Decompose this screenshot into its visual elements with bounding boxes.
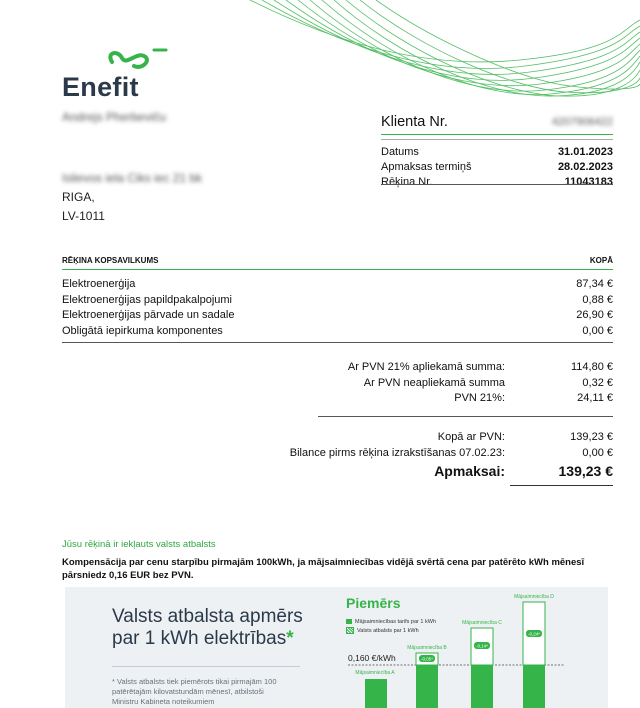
payable-label: Apmaksai: bbox=[434, 463, 505, 479]
item-label: Elektroenerģija bbox=[62, 278, 136, 290]
household-d-bar bbox=[523, 665, 545, 708]
household-b-bar bbox=[416, 665, 438, 708]
household-c-label: Mājsaimniecība C bbox=[462, 620, 502, 626]
item-label: Elektroenerģijas papildpakalpojumi bbox=[62, 293, 232, 306]
price-threshold-label: 0,160 €/kWh bbox=[348, 653, 396, 663]
summary-items bbox=[62, 277, 613, 339]
vat-label: PVN 21%: bbox=[454, 392, 505, 404]
vat-block bbox=[200, 360, 613, 407]
total-label: Bilance pirms rēķina izrakstīšanas 07.02.23: bbox=[289, 446, 505, 459]
example-title: Piemērs bbox=[346, 595, 401, 611]
household-d-label: Mājsaimniecība D bbox=[514, 594, 554, 600]
payable-value: 139,23 € bbox=[558, 463, 613, 479]
info-label: Apmaksas termiņš bbox=[381, 161, 472, 173]
total-row bbox=[200, 446, 613, 462]
item-value: 0,00 € bbox=[582, 324, 613, 337]
household-c-bar bbox=[471, 665, 493, 708]
summary-header bbox=[62, 256, 613, 270]
info-divider bbox=[381, 184, 613, 185]
info-value: 31.01.2023 bbox=[557, 146, 613, 158]
info-value: 11043183 bbox=[564, 176, 613, 188]
vat-row bbox=[200, 376, 613, 392]
info-row-invoice-number bbox=[381, 175, 613, 190]
vat-label: Ar PVN 21% apliekamā summa: bbox=[347, 361, 505, 373]
client-number-label: Klienta Nr. bbox=[381, 114, 448, 130]
info-row-due-date bbox=[381, 160, 613, 175]
household-a-bar bbox=[365, 679, 387, 708]
household-c-support: -0,14* bbox=[475, 643, 489, 649]
recipient-street: Islievos iela Ciks iec 21 bk bbox=[62, 171, 203, 185]
total-row bbox=[200, 430, 613, 446]
summary-heading: RĒĶINA KOPSAVILKUMS bbox=[62, 256, 159, 265]
client-number-value: 4207906422 bbox=[551, 116, 613, 128]
info-label: Rēķina Nr. bbox=[381, 176, 433, 188]
infographic-title-line1: Valsts atbalsta apmērs bbox=[112, 606, 303, 627]
vat-row bbox=[200, 360, 613, 376]
recipient-name: Andrejs Pherbeviču bbox=[62, 110, 167, 124]
total-label: Kopā ar PVN: bbox=[437, 431, 505, 443]
household-d-support: -0,24* bbox=[527, 631, 541, 637]
total-value: 0,00 € bbox=[582, 446, 613, 459]
vat-divider bbox=[318, 416, 613, 417]
support-text: Kompensācija par cenu starpību pirmajām 100kWh, ja mājsaimniecības vidējā svērtā cena par patērēto kWh mēnesī pārsniedz 0,16 EUR bez PVN. bbox=[62, 557, 585, 581]
vat-value: 114,80 € bbox=[570, 361, 613, 373]
support-infographic bbox=[65, 587, 608, 708]
household-b-label: Mājsaimniecība B bbox=[407, 645, 447, 651]
legend-label: Mājsaimniecības tarifs par 1 kWh bbox=[355, 619, 436, 625]
totals-block bbox=[200, 430, 613, 481]
infographic-note: * Valsts atbalsts tiek piemērots tikai pirmajām 100 patērētajām kilovatstundām mēnesī, atbilstoši Ministru Kabineta noteikumiem bbox=[112, 677, 277, 706]
payable-row bbox=[200, 461, 613, 481]
vat-value: 24,11 € bbox=[577, 392, 613, 404]
summary-item-row bbox=[62, 308, 613, 324]
brand-logo-text: Enefit bbox=[62, 72, 139, 102]
summary-col-total: KOPĀ bbox=[589, 256, 613, 265]
recipient-city: RIGA, bbox=[62, 190, 95, 204]
item-label: Elektroenerģijas pārvade un sadale bbox=[62, 309, 235, 321]
payable-underline bbox=[510, 485, 613, 486]
item-value: 26,90 € bbox=[576, 309, 613, 321]
infographic-title-star: * bbox=[286, 628, 294, 649]
household-b-support: -0,05* bbox=[420, 656, 434, 662]
vat-value: 0,32 € bbox=[582, 376, 613, 389]
summary-item-row bbox=[62, 293, 613, 309]
summary-item-row bbox=[62, 324, 613, 340]
support-title: Jūsu rēķinā ir iekļauts valsts atbalsts bbox=[62, 539, 216, 550]
info-row-date bbox=[381, 145, 613, 160]
recipient-zip: LV-1011 bbox=[62, 209, 105, 223]
total-value: 139,23 € bbox=[570, 431, 613, 443]
item-label: Obligātā iepirkuma komponentes bbox=[62, 324, 223, 337]
infographic-title-line2: par 1 kWh elektrības bbox=[112, 628, 287, 649]
info-value: 28.02.2023 bbox=[557, 161, 613, 173]
example-bar-chart bbox=[65, 587, 608, 708]
items-divider bbox=[62, 342, 613, 343]
item-value: 0,88 € bbox=[582, 293, 613, 306]
invoice-info-block bbox=[381, 110, 613, 190]
legend-label: Valsts atbalsts par 1 kWh bbox=[357, 628, 419, 634]
summary-item-row bbox=[62, 277, 613, 293]
household-a-label: Mājsaimniecība A bbox=[355, 670, 395, 676]
vat-row bbox=[200, 391, 613, 407]
item-value: 87,34 € bbox=[576, 278, 613, 290]
vat-label: Ar PVN neapliekamā summa bbox=[363, 376, 505, 389]
info-label: Datums bbox=[381, 146, 419, 158]
